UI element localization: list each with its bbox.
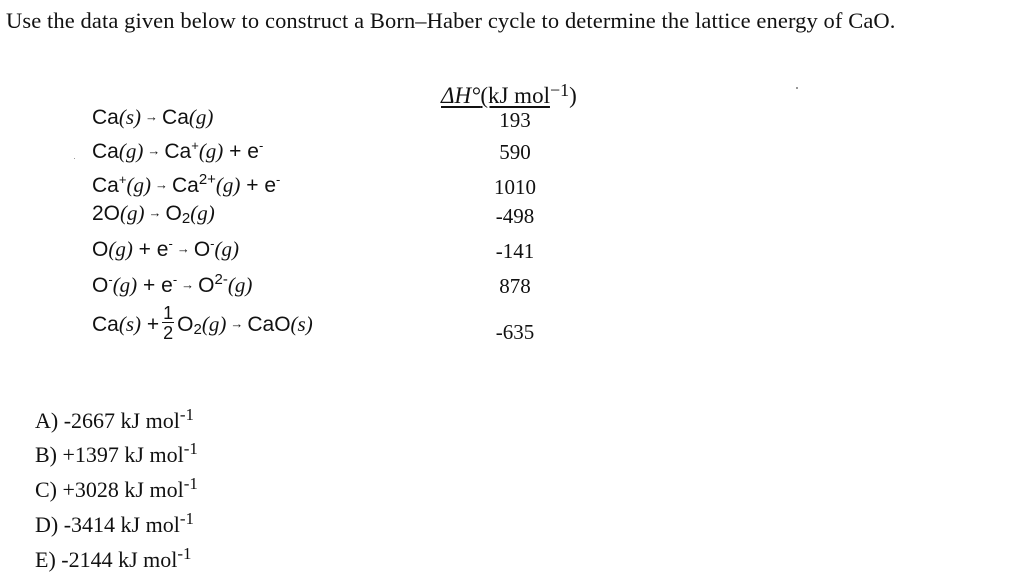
reaction-dh-7: -635 [495, 320, 535, 344]
choice-value: +3028 kJ mol [62, 477, 184, 502]
reaction-dh-5: -141 [495, 239, 535, 263]
units-suffix: ) [569, 83, 577, 108]
reaction-row-4: $2O(g) \to O_2(g)$ [92, 201, 215, 227]
answer-choice-a[interactable] [35, 405, 194, 434]
answer-choice-d[interactable] [35, 509, 194, 538]
reaction-dh-3: 1010 [494, 175, 536, 199]
enthalpy-column-header [441, 80, 577, 109]
choice-letter: D) [35, 512, 59, 537]
choice-exponent: -1 [177, 544, 192, 563]
choice-letter: A) [35, 408, 59, 433]
choice-value: +1397 kJ mol [62, 442, 184, 467]
reaction-dh-6: 878 [499, 274, 531, 298]
choice-exponent: -1 [183, 439, 198, 458]
reaction-dh-4: -498 [495, 204, 535, 228]
answer-choice-b[interactable] [35, 439, 198, 468]
reaction-row-6: $O^-(g) + e^- \to O^{2-}(g)$ [92, 271, 253, 297]
answer-choice-c[interactable] [35, 474, 198, 503]
choice-exponent: -1 [183, 474, 198, 493]
choice-value: -2667 kJ mol [63, 408, 180, 433]
scan-speck [796, 87, 798, 89]
choice-exponent: -1 [179, 509, 195, 528]
reaction-row-2: Ca(g) → Ca+(g) + e- [92, 138, 264, 163]
one-half-fraction: $\frac{1}{2}$ [163, 303, 174, 343]
choice-letter: B) [35, 442, 57, 467]
question-text: Use the data given below to construct a Born–Haber cycle to determine the lattice energy of CaO. [6, 8, 896, 33]
delta-h-symbol: ΔH° [441, 83, 481, 108]
scan-speck [74, 158, 75, 159]
reaction-row-5: O(g) + e- → O-(g) [92, 236, 239, 261]
units-prefix: (kJ mol [480, 83, 550, 108]
reaction-row-1: Ca(s) → Ca(g) [92, 105, 214, 129]
choice-exponent: -1 [179, 405, 195, 424]
answer-choice-e[interactable] [35, 544, 192, 573]
choice-letter: E) [35, 547, 56, 572]
choice-value: -3414 kJ mol [63, 512, 180, 537]
reaction-dh-1: 193 [499, 108, 531, 132]
choice-letter: C) [35, 477, 57, 502]
reaction-row-3: $Ca^+(g) \to Ca^{2+}(g) + e^-$ [92, 171, 281, 197]
reaction-dh-2: 590 [499, 140, 531, 164]
choice-value: -2144 kJ mol [61, 547, 178, 572]
reaction-row-7: Ca(s) + $\frac{1}{2}$ $O_2(g) \to CaO(s)$ [92, 303, 313, 343]
units-exponent: −1 [549, 80, 570, 100]
